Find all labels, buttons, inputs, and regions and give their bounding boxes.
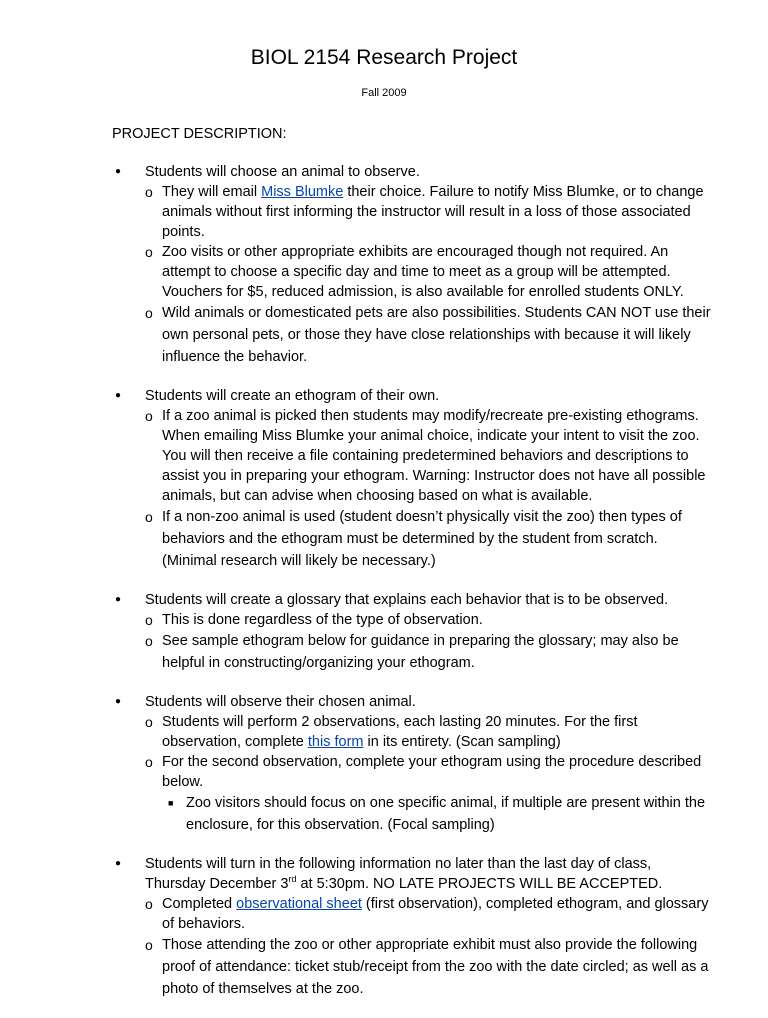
sub-bullet-icon: o xyxy=(145,305,153,321)
bullet-create-ethogram: ● Students will create an ethogram of their own. o If a zoo animal is picked then students may modify/recreate pre-existing ethograms. When emailing Miss Blumke your animal choice, indicate your intent to visit the zoo. You will then receive a file containing predetermined behaviors and descriptions to assist you in preparing your ethogram. Warning: Instructor does not have all possible animals, but can advise when choosing based on what is available. o If a non-zoo animal is used (student doesn’t physically visit the zoo) then types of behaviors and the ethogram must be determined by the student from scratch. (Minimal research will likely be necessary.) xyxy=(112,386,712,572)
sub-item: o If a non-zoo animal is used (student doesn’t physically visit the zoo) then types of behaviors and the ethogram must be determined by the student from scratch. (Minimal research will likely be necessary.) xyxy=(145,506,712,572)
bullet-choose-animal: ● Students will choose an animal to observe. o They will email Miss Blumke their choice. Failure to notify Miss Blumke, or to change animals without first informing the instructor will result in a loss of those associated points. o Zoo visits or other appropriate exhibits are encouraged though not required. An attempt to choose a specific day and time to meet as a group will be attempted. Vouchers for $5, reduced admission, is also available for enrolled students ONLY. o Wild animals or domesticated pets are also possibilities. Students CAN NOT use their own personal pets, or those they have close relationships with because it will likely influence the behavior. xyxy=(112,162,712,368)
bullet-icon: ● xyxy=(115,390,122,401)
bullet-turn-in: ● Students will turn in the following information no later than the last day of class, Thursday December 3rd at 5:30pm. NO LATE PROJECTS WILL BE ACCEPTED. o Completed observational sheet (first observation), completed ethogram, and glossary of behaviors. o Those attending the zoo or other appropriate exhibit must also provide the following proof of attendance: ticket stub/receipt from the zoo with the date circled; as well as a photo of themselves at the zoo. xyxy=(112,854,712,1000)
sub-sub-item: ■ Zoo visitors should focus on one specific animal, if multiple are present within the enclosure, for this observation. (Focal sampling) xyxy=(166,792,712,836)
document-subtitle: Fall 2009 xyxy=(361,87,407,99)
sub-bullet-icon: o xyxy=(145,244,153,260)
this-form-link[interactable]: this form xyxy=(307,734,364,750)
document-title: BIOL 2154 Research Project xyxy=(250,46,518,69)
sub-bullet-icon: o xyxy=(145,509,153,525)
sub-bullet-icon: o xyxy=(145,896,153,912)
sub-item: o See sample ethogram below for guidance in preparing the glossary; may also be helpful in constructing/organizing your ethogram. xyxy=(145,630,712,674)
sub-bullet-icon: o xyxy=(145,937,153,953)
sub-bullet-icon: o xyxy=(145,184,153,200)
sub-bullet-icon: o xyxy=(145,633,153,649)
miss-blumke-email-link[interactable]: Miss Blumke xyxy=(261,184,344,200)
sub-item: o Students will perform 2 observations, each lasting 20 minutes. For the first observation, complete this form in its entirety. (Scan sampling) xyxy=(145,714,638,750)
project-description xyxy=(112,162,712,1018)
bullet-icon: ● xyxy=(115,696,122,707)
sub-bullet-icon: o xyxy=(145,714,153,730)
sub-item: o This is done regardless of the type of observation. xyxy=(145,612,483,628)
bullet-observe-animal: ● Students will observe their chosen animal. o Students will perform 2 observations, each lasting 20 minutes. For the first observation, complete this form in its entirety. (Scan sampling) o For the second observation, complete your ethogram using the procedure described below. ■ Zoo visitors should focus on one specific animal, if multiple are present within the enclosure, for this observation. (Focal sampling) xyxy=(112,692,712,836)
sub-item: o Completed observational sheet (first observation), completed ethogram, and glossary of behaviors. xyxy=(145,896,709,932)
sub-item: o They will email Miss Blumke their choice. Failure to notify Miss Blumke, or to change animals without first informing the instructor will result in a loss of those associated points. xyxy=(145,184,704,240)
bullet-create-glossary: ● Students will create a glossary that explains each behavior that is to be observed. o This is done regardless of the type of observation. o See sample ethogram below for guidance in preparing the glossary; may also be helpful in constructing/organizing your ethogram. xyxy=(112,590,712,674)
sub-bullet-icon: o xyxy=(145,612,153,628)
bullet-icon: ● xyxy=(115,166,122,177)
sub-item: o Wild animals or domesticated pets are also possibilities. Students CAN NOT use their own personal pets, or those they have close relationships with because it will likely influence the behavior. xyxy=(145,302,712,368)
bullet-icon: ● xyxy=(115,594,122,605)
square-bullet-icon: ■ xyxy=(168,798,174,808)
sub-item: o Zoo visits or other appropriate exhibits are encouraged though not required. An attempt to choose a specific day and time to meet as a group will be attempted. Vouchers for $5, reduced admission, is also available for enrolled students ONLY. xyxy=(145,244,684,300)
observational-sheet-link[interactable]: observational sheet xyxy=(236,896,362,912)
sub-bullet-icon: o xyxy=(145,754,153,770)
section-heading: PROJECT DESCRIPTION: xyxy=(112,126,287,142)
sub-bullet-icon: o xyxy=(145,408,153,424)
sub-item: o For the second observation, complete your ethogram using the procedure described below. ■ Zoo visitors should focus on one specific animal, if multiple are present within the enclosure, for this observation. (Focal sampling) xyxy=(145,752,712,836)
sub-item: o If a zoo animal is picked then students may modify/recreate pre-existing ethograms. When emailing Miss Blumke your animal choice, indicate your intent to visit the zoo. You will then receive a file containing predetermined behaviors and descriptions to assist you in preparing your ethogram. Warning: Instructor does not have all possible animals, but can advise when choosing based on what is available. xyxy=(145,408,706,504)
sub-item: o Those attending the zoo or other appropriate exhibit must also provide the following proof of attendance: ticket stub/receipt from the zoo with the date circled; as well as a photo of themselves at the zoo. xyxy=(145,934,712,1000)
bullet-icon: ● xyxy=(115,858,122,869)
